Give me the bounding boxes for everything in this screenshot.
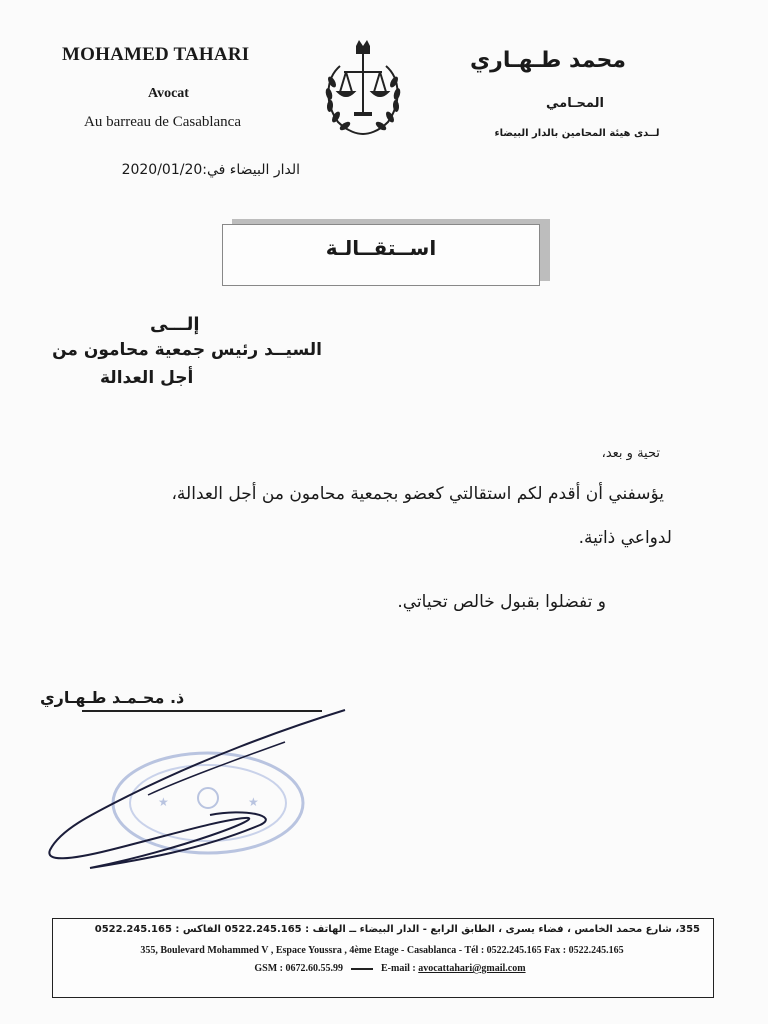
svg-text:★: ★ (248, 795, 259, 809)
bar-affiliation-ar: لــدى هيئة المحامين بالدار البيضاء (494, 128, 660, 139)
closing-line: و تفضلوا بقبول خالص تحياتي. (397, 592, 606, 612)
letter-date: الدار البيضاء في:2020/01/20 (121, 162, 300, 178)
footer-address-ar: 355، شارع محمد الخامس ، فضاء يسرى ، الطابق الرابع - الدار البيضاء ــ الهاتف : 0522.245.165 الفاكس : 0522.245.165 (94, 924, 700, 935)
lawyer-title-fr: Avocat (148, 86, 189, 101)
scales-of-justice-emblem (318, 38, 408, 138)
body-paragraph-1: يؤسفني أن أقدم لكم استقالتي كعضو بجمعية محامون من أجل العدالة، (171, 484, 664, 504)
handwritten-signature (30, 700, 360, 880)
svg-text:★: ★ (158, 795, 169, 809)
footer-address-fr: 355, Boulevard Mohammed V , Espace Youssra , 4ème Etage - Casablanca - Tél : 0522.245.165 Fax : 0522.245.165 (140, 945, 624, 956)
subject-title: اســتقــالـة (325, 236, 437, 260)
lawyer-title-ar: المحـامي (546, 96, 604, 111)
recipient-line-1: السيــد رئيس جمعية محامون من (52, 340, 322, 360)
footer-email[interactable]: avocattahari@gmail.com (418, 963, 526, 974)
footer-separator (351, 968, 373, 970)
signature-name: ذ. محـمـد طـهـاري (40, 688, 185, 707)
lawyer-name-ar: محمد طـهـاري (470, 48, 626, 73)
greeting: تحية و بعد، (601, 446, 660, 461)
recipient-line-2: أجل العدالة (100, 368, 194, 388)
body-paragraph-1-cont: لدواعي ذاتية. (578, 528, 672, 548)
footer-email-label: E-mail : (381, 963, 416, 974)
lawyer-name-fr: MOHAMED TAHARI (62, 44, 250, 65)
recipient-to: إلـــى (150, 314, 200, 335)
bar-affiliation-fr: Au barreau de Casablanca (84, 114, 242, 130)
footer-contact (80, 963, 700, 974)
footer-gsm: GSM : 0672.60.55.99 (254, 963, 344, 974)
